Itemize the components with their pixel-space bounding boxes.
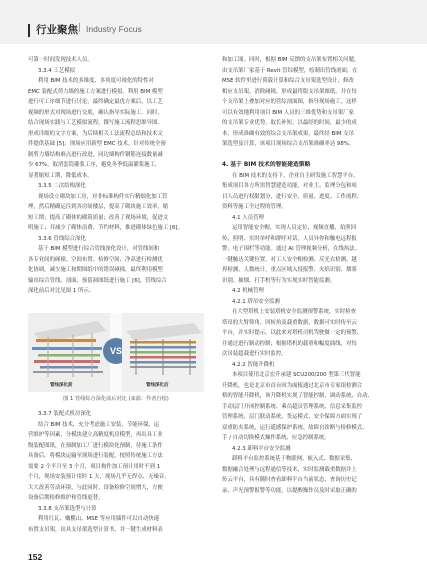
- body-text-line: 显著缩短工期，降低成本。: [28, 172, 93, 179]
- body-text-line: 识别、抽烟、打手机等行为实现实时智能监测。: [222, 277, 336, 284]
- right-column: [222, 55, 398, 496]
- body-text-line: EMC 装配式剪力墙的施工方案进行模拟。利用 BIM 模型: [28, 88, 163, 95]
- body-text-line: 手 / 自动切换模式操作系统、应急控制系统。: [222, 435, 330, 441]
- header-accent-bar: [28, 24, 30, 37]
- body-text-line: 本，形成准确有效的综合支吊架成果。最终经 BIM 支吊: [222, 130, 354, 137]
- body-text-line: 由支吊架厂家基于 Revit 管综模型，绘制出管线剖面，在: [222, 67, 358, 74]
- body-text-line: 录、声光预警报警等功能，以提醒操作员及时采取正确的: [222, 487, 357, 494]
- figure-label-before: 管线深化前: [50, 383, 73, 388]
- body-text-line: 个月，现场安装预计用时 1 天，现场几乎无焊点、无噪音，: [28, 474, 170, 480]
- body-text-line: 级装配图纸，在预制加工厂进行模块化预制，待施工条件: [28, 442, 163, 449]
- body-text-line: 深化前后对比见图 1 所示。: [28, 288, 95, 294]
- body-text-line: 结合 BIM 技术，充分考虑施工安装、节能环保、运: [38, 421, 160, 428]
- header-separator: |: [78, 23, 82, 33]
- body-text-line: 设备后期检修维护和管线更替。: [28, 495, 104, 501]
- body-text-line: 并通过进行制动控制；根据塔机的载重和幅度曲线，对每: [222, 340, 357, 347]
- pipe-model-after-illustration: [122, 313, 204, 392]
- body-text-line: 传云平台，具有随时查看卸料平台当前状态、查询历史记: [222, 477, 357, 483]
- body-text-line: 各专业间的碰撞、空间布置、检修空间、净高进行检测优: [28, 256, 163, 263]
- section-heading: 4.1 人员管理: [232, 214, 264, 221]
- body-text-line: 的支吊架专业优势，取长补短，以最经的时间，最少的成: [222, 120, 357, 126]
- pipe-model-before-illustration: [28, 313, 110, 392]
- body-text-line: 一键触达关键位置，对工人安全帽检测、反光衣检测、越: [222, 256, 357, 263]
- body-text-line: 可第一时间发现技术人员。: [28, 57, 93, 63]
- body-text-line: 布置支吊架，出具支吊架选型计算书，并一键生成材料表: [28, 526, 163, 533]
- body-text-line: 警、电子围栏等功能。通过 AI 管理视频分析，在线执法、: [222, 246, 361, 252]
- body-text-line: 具备后，将模块运输至现场进行装配，按照传统施工方法: [28, 453, 163, 459]
- vs-badge: VS: [103, 338, 129, 364]
- body-text-line: 升降机，也是北京市首台因为面板通过北京市专家组检测合: [222, 382, 363, 389]
- body-text-line: 运用智能安全帽，实现人员定位、视频直播、拍照回: [232, 225, 356, 231]
- body-text-line: 结合现场实践与工艺模拟流程，撰写施工流程思维导图、: [28, 120, 163, 126]
- section-heading: 3.3.5 二次结构深化: [38, 183, 86, 189]
- body-text-line: 明施工；并减少了砌体浪费，节约材料，推进砌体绿色施工 [6]。: [28, 225, 183, 231]
- body-text-line: 制剪力墙结构难点进行改进，同边墙构件钢筋连接数量减: [28, 151, 163, 158]
- figure-image-after: [122, 313, 204, 392]
- body-text-line: 相应支吊架，消除碰撞，形成最终版支吊架图纸，并在每: [222, 88, 357, 95]
- body-text-line: 在大型塔机上安装塔机安全监测预警系统，实时检查: [232, 309, 356, 315]
- body-text-line: 利用 BIM 技术的多维度、多角度可视化的特性对: [38, 78, 154, 84]
- section-heading: 3.3.7 装配式机房深化: [38, 411, 92, 417]
- section-heading: 4. 基于 BIM 技术的智能建造策略: [222, 162, 311, 168]
- body-text-line: 现场设立砌块加工房，对非标准构件实行精细化加工管: [38, 193, 168, 200]
- body-text-line: 件提供基础 [5]。现场应用新型 EMC 技术，针对传统全预: [28, 141, 166, 147]
- section-heading: 3.3.6 管线综合深化: [38, 235, 86, 242]
- figure-caption: 图 1 管线综合深化前后对比 (来源：作者自绘): [63, 396, 169, 402]
- body-text-line: 少 67%，取消套筒灌浆工序，避免冬季低温灌浆施工，: [28, 162, 161, 168]
- section-heading: 3.3.8 支吊架选型与计算: [38, 505, 97, 512]
- body-text-line: 需要 2 个半月至 3 个月，项目构件加工预计用时不到 1: [28, 463, 161, 470]
- body-text-line: 次吊装超载进行实时监控。: [222, 351, 287, 357]
- body-text-line: 基于 BIM 模型进行综合管线深化设计，对管线间和: [38, 246, 160, 252]
- body-text-line: 大大改善劳动环境，与此同时，设备检修空间增大，方便: [28, 484, 163, 491]
- body-text-line: 格的智能升降机，该升降机实现了智能控制、调动系统、自动、: [222, 393, 373, 399]
- body-text-line: 平台，并实时提示，以此来对塔机司机驾驶做一定的预警、: [222, 330, 363, 336]
- body-text-line: MSE 软件里进行荷载计算和综合支吊架选型设计，修改: [222, 78, 354, 84]
- header-section-english: Industry Focus: [86, 23, 142, 34]
- body-text-line: 视频的形式对现场进行交底，确认指导实际施工。同时，: [28, 109, 163, 116]
- header-section-title: 行业聚焦: [36, 24, 78, 36]
- body-text-line: 形成详细的文字方案，为后续相关工法流程总结和技术文: [28, 130, 163, 137]
- section-heading: 4.2 机械管理: [232, 288, 264, 294]
- body-text-line: 传、照明、实时单呼和群呼对话，人员异你和触电远程报: [222, 235, 357, 242]
- page-number: 152: [28, 552, 43, 562]
- body-text-line: 资料等施工全过程的管理。: [222, 204, 287, 210]
- body-text-line: 管理系统、层门联动系统、货运模式、安全保障方面实现了: [222, 414, 363, 420]
- body-text-line: 利用红瓦、橄榄山、MSE 等应用插件可以自动快速: [38, 516, 160, 522]
- body-text-line: 和加工图。同时，根据 BIM 反馈的支吊架布置相关问题，: [222, 57, 360, 63]
- body-text-line: 手动层门开闭控制系统、乘员超员管理系统、信息采集监控: [222, 403, 363, 410]
- body-text-line: 在 BIM 技术的支持下，企业自主研发施工智慧平台，: [232, 172, 359, 179]
- body-text-line: 塔吊的大臂仰角、回转角及载重数据，数据可实时传至云: [222, 319, 357, 326]
- left-column-bottom: [28, 409, 204, 535]
- body-text-line: 营维护等因素，分模块建立高精度机房模型，再出具工业: [28, 432, 163, 438]
- body-text-line: 集成项目各方所需智慧建造功能，对业主、监理分包和项: [222, 183, 357, 189]
- body-text-line: 可以有效地利用项目 BIM 人员的三维优势和支吊架厂家: [222, 109, 354, 116]
- body-text-line: 卸料平台监控系统基于物联网、嵌入式、数据采集、: [232, 456, 356, 462]
- body-text-line: 理，然后精确运往到各房间楼层，提高了砌块施工效率，缩: [28, 204, 169, 210]
- section-heading: 4.2.1 塔吊安全监测: [232, 298, 280, 305]
- body-text-line: 界检测、人数统计，重点区域入侵报警、火焰识别、烟雾: [222, 267, 357, 273]
- body-text-line: 个支吊架上叠加对应的管综剖面图，指导现场施工。这样: [222, 99, 357, 105]
- figure-1: [28, 313, 204, 392]
- body-text-line: 数据融合处理与远程通信等技术，实时监测载重数据并上: [222, 466, 357, 473]
- left-column-top: [28, 55, 204, 297]
- figure-label-after: 管线深化后: [146, 383, 169, 388]
- body-text-line: 目人员进行权限划分，进行安全、质量、进度、工作流程、: [222, 193, 363, 200]
- figure-image-before: [28, 313, 110, 392]
- body-text-line: 架选型及计算，该项目现场综合支吊架准确率达 98%。: [222, 141, 355, 147]
- body-text-line: 化协调，减少施工和期图纸中的错误碰撞，最终利用模型: [28, 267, 163, 273]
- body-text-line: 短工期；提高了砌体的砌筑质量；改善了现场环境，促进文: [28, 214, 169, 221]
- spacer: [222, 150, 398, 161]
- body-text-line: 双重防夹系统、运行遥感保护系统、故障自诊断与检修模式、: [222, 424, 368, 431]
- section-heading: 4.2.3 卸料平台安全监测: [232, 445, 291, 452]
- section-heading: 4.2.2 智能升降机: [232, 361, 275, 368]
- body-text-line: 本项目使用北京宏升承建 SCU200/200 型第三代智能: [232, 372, 361, 378]
- body-text-line: 进行可工序细节进行讨论，最终确定最优方案后，以工艺: [28, 99, 163, 105]
- running-header: [0, 0, 427, 44]
- section-heading: 3.3.4 工艺模拟: [38, 67, 75, 74]
- body-text-line: 输出综合管线、剖面、预留洞图纸进行施工 [6]。管线综合: [28, 277, 167, 284]
